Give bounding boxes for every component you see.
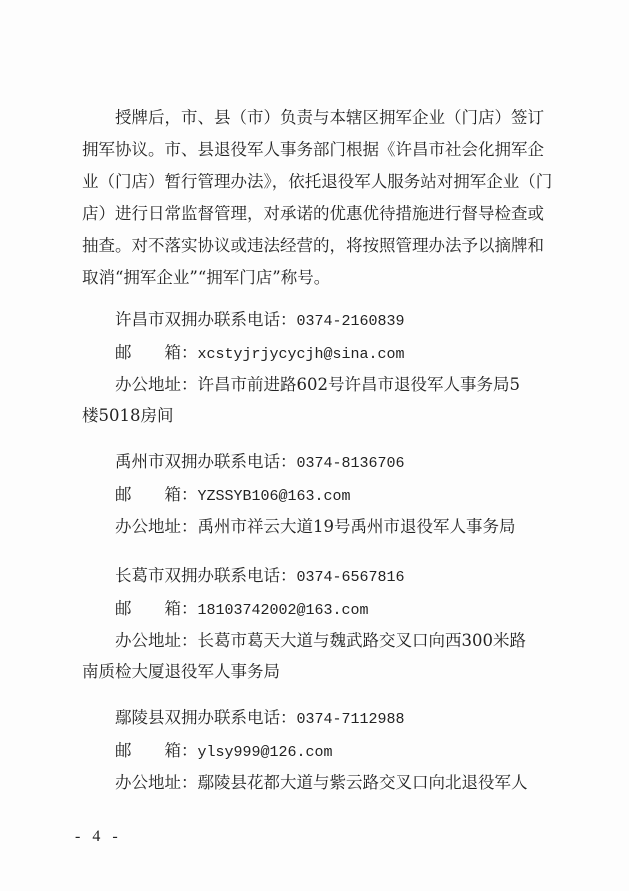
email-label: 邮 箱： [115,342,198,362]
address-text: 鄢陵县花都大道与紫云路交叉口向北退役军人 [197,773,528,792]
email-row [82,736,582,769]
paragraph-line: 拥军协议。市、县退役军人事务部门根据《许昌市社会化拥军企 [82,140,544,159]
address-label: 办公地址： [115,631,198,650]
email-label: 邮 箱： [115,598,198,618]
email-row [82,338,582,371]
body-paragraph [82,102,582,294]
phone-row [82,447,582,480]
contact-block-yanling [82,703,582,799]
address-row [82,370,582,401]
email-label: 邮 箱： [115,740,198,760]
phone-number: 0374-8136706 [296,455,405,472]
address-continuation: 楼5018房间 [82,405,174,425]
phone-label: 长葛市双拥办联系电话： [115,566,297,585]
address-label: 办公地址： [115,517,198,536]
address-row [82,512,582,543]
phone-number: 0374-7112988 [296,711,405,728]
phone-label: 禹州市双拥办联系电话： [115,452,297,471]
phone-number: 0374-2160839 [296,313,405,330]
address-row [82,626,582,657]
phone-number: 0374-6567816 [296,569,405,586]
address-label: 办公地址： [115,375,198,394]
phone-row [82,305,582,338]
phone-row [82,703,582,736]
address-text: 禹州市祥云大道19号禹州市退役军人事务局 [197,517,516,536]
contact-block-xuchang [82,305,582,431]
paragraph-line: 店）进行日常监督管理，对承诺的优惠优待措施进行督导检查或 [82,204,544,223]
address-continuation: 南质检大厦退役军人事务局 [82,661,280,681]
email-address: ylsy999@126.com [197,743,333,761]
address-label: 办公地址： [115,773,198,792]
page-number: - 4 - [75,828,122,845]
address-row [82,768,582,799]
paragraph-line: 业（门店）暂行管理办法》，依托退役军人服务站对拥军企业（门 [82,172,553,191]
email-row [82,594,582,627]
paragraph-line: 抽查。对不落实协议或违法经营的，将按照管理办法予以摘牌和 [82,236,544,255]
paragraph-line: 授牌后，市、县（市）负责与本辖区拥军企业（门店）签订 [115,108,544,127]
address-text: 长葛市葛天大道与魏武路交叉口向西300米路 [197,631,526,650]
email-row [82,480,582,513]
email-address: xcstyjrjycycjh@sina.com [197,345,405,363]
email-address: 18103742002@163.com [197,601,369,619]
phone-label: 许昌市双拥办联系电话： [115,310,297,329]
email-label: 邮 箱： [115,484,198,504]
paragraph-line: 取消“拥军企业”“拥军门店”称号。 [82,268,331,287]
phone-label: 鄢陵县双拥办联系电话： [115,708,297,727]
address-text: 许昌市前进路602号许昌市退役军人事务局5 [197,375,520,394]
email-address: YZSSYB106@163.com [197,487,351,505]
contact-block-yuzhou [82,447,582,543]
phone-row [82,561,582,594]
contact-block-changge [82,561,582,687]
